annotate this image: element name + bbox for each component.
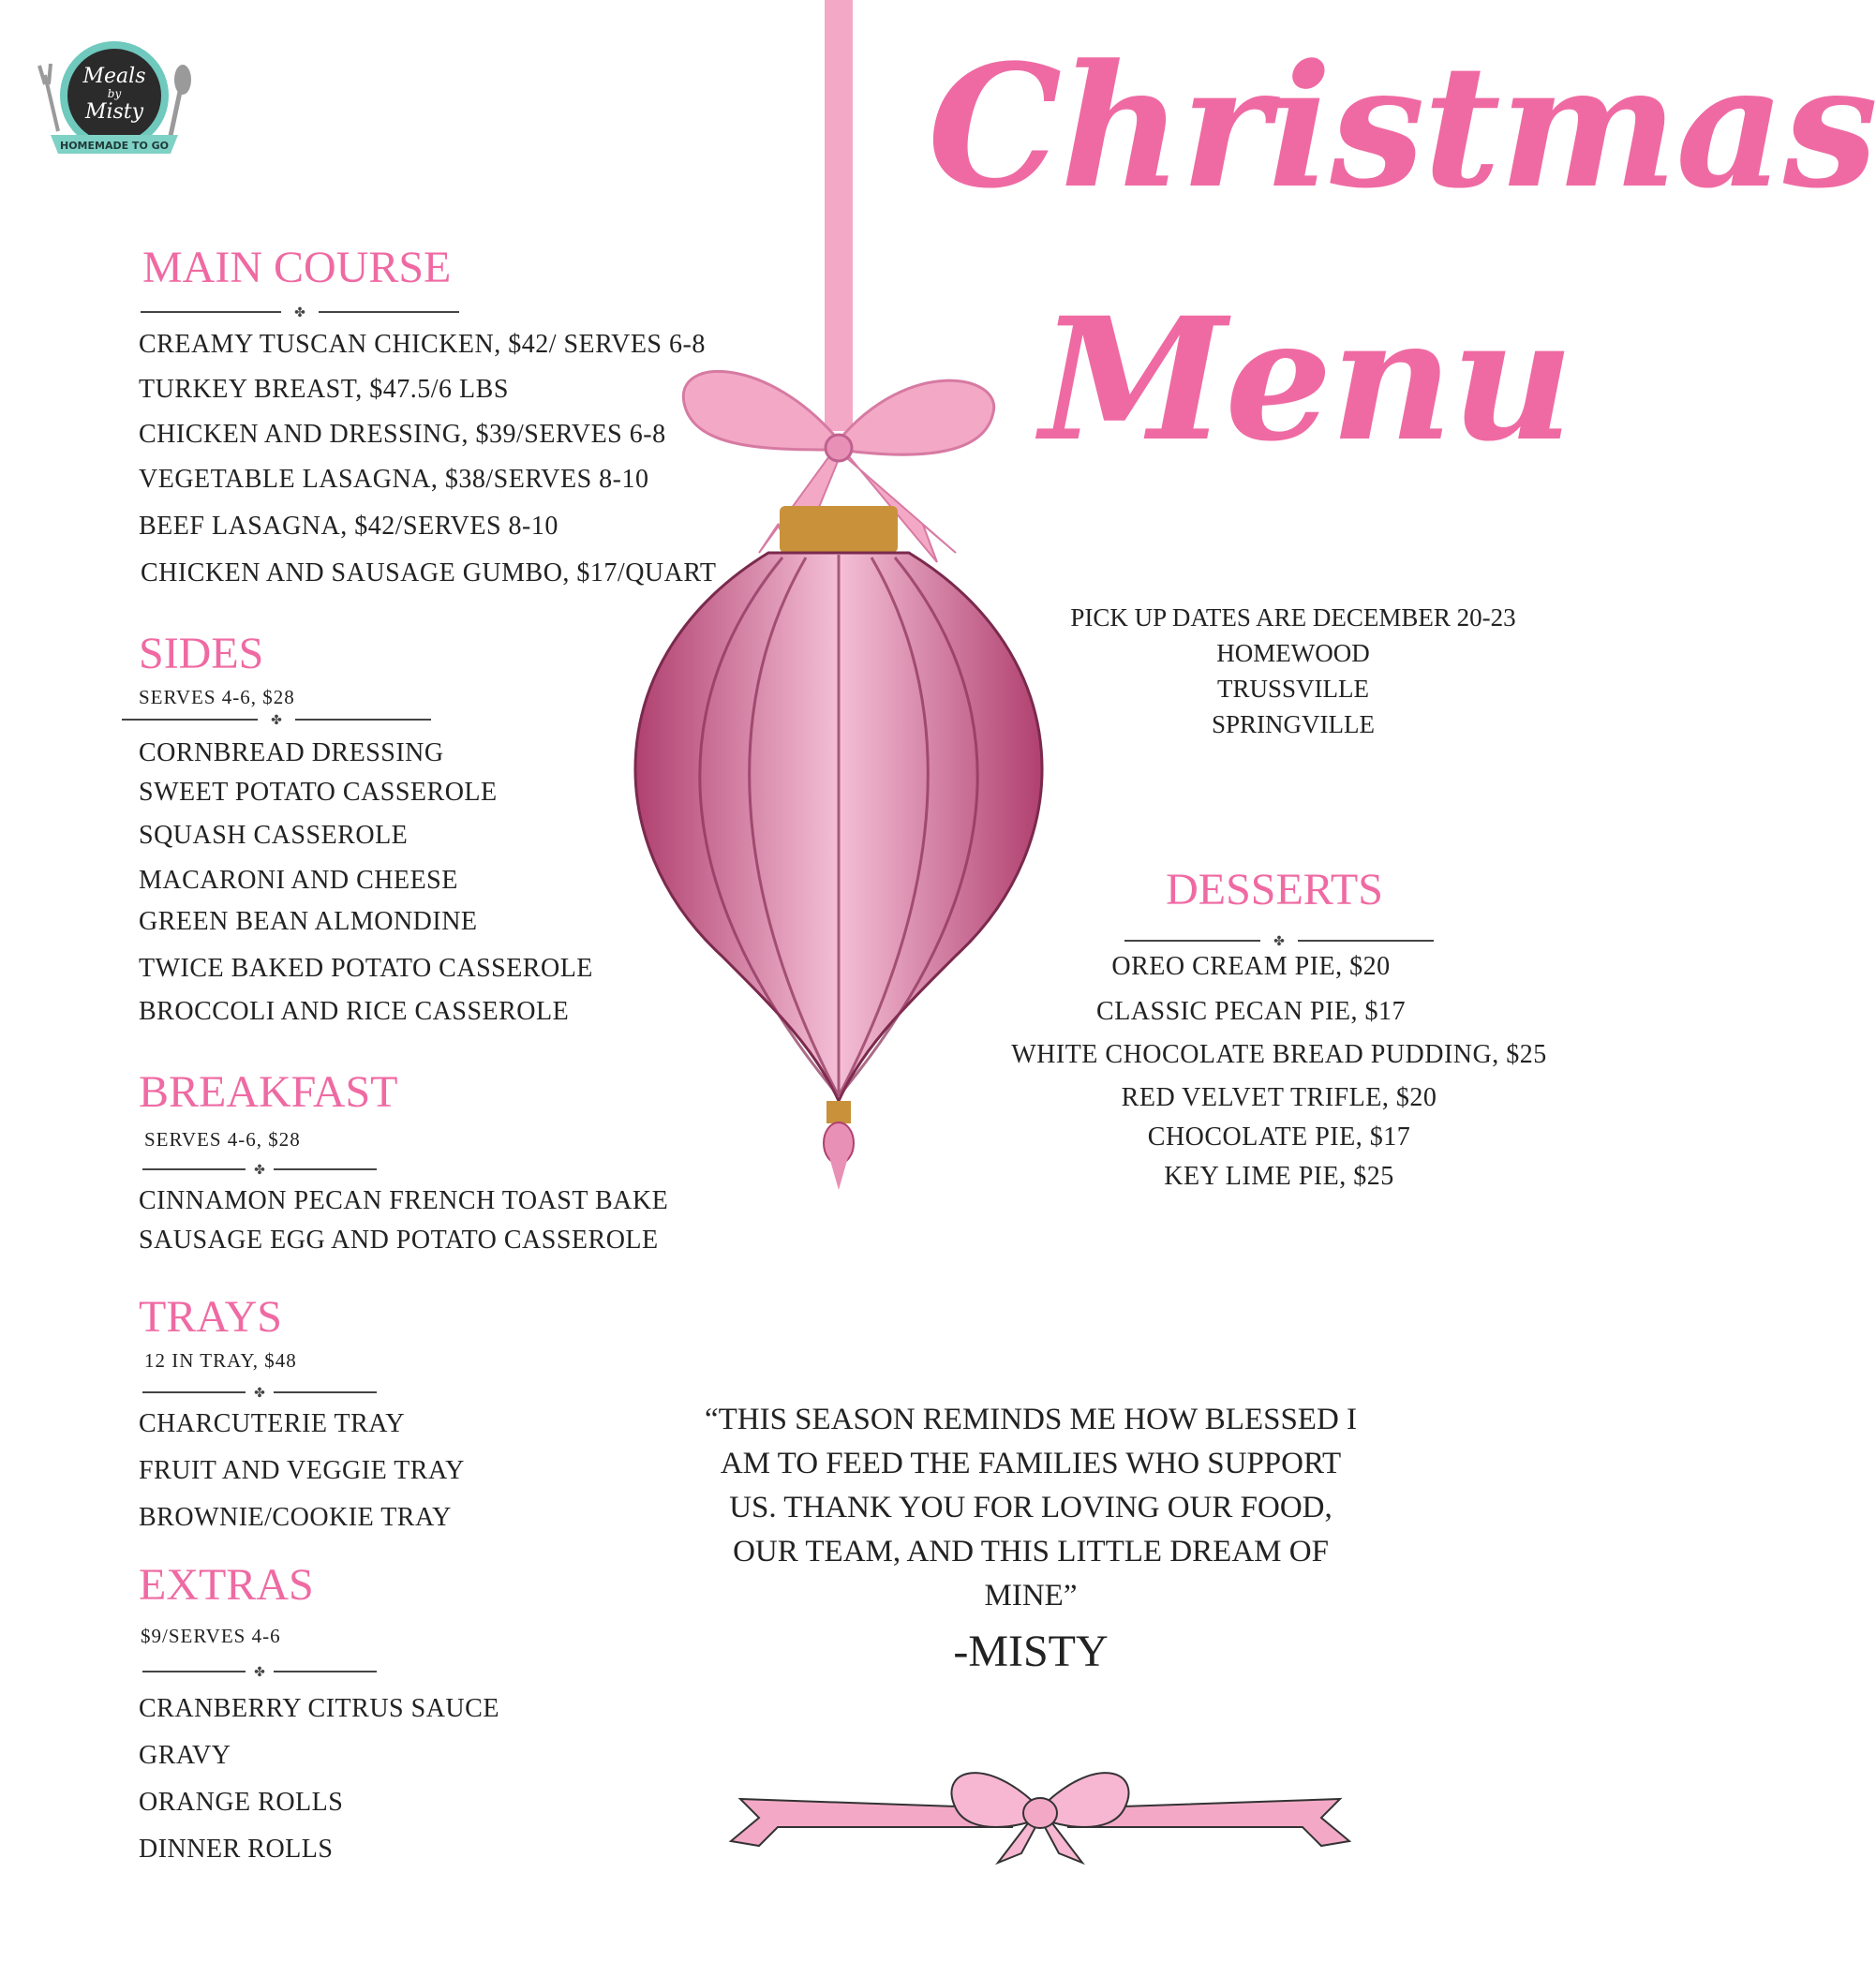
breakfast-note: SERVES 4-6, $28	[144, 1128, 301, 1151]
section-divider	[1124, 933, 1434, 948]
pickup-dates: PICK UP DATES ARE DECEMBER 20-23	[1070, 603, 1516, 632]
menu-item: CREAMY TUSCAN CHICKEN, $42/ SERVES 6-8	[139, 330, 706, 359]
menu-item: CORNBREAD DRESSING	[139, 738, 444, 767]
quote-line: US. THANK YOU FOR LOVING OUR FOOD,	[729, 1491, 1333, 1524]
svg-text:✤: ✤	[254, 1387, 265, 1401]
extras-note: $9/SERVES 4-6	[141, 1625, 281, 1647]
section-divider	[142, 1162, 377, 1177]
svg-text:✤: ✤	[254, 1164, 265, 1178]
menu-item: CRANBERRY CITRUS SAUCE	[139, 1694, 499, 1723]
owner-quote	[647, 1398, 1415, 1618]
menu-item: BROWNIE/COOKIE TRAY	[139, 1503, 452, 1532]
dessert-item: KEY LIME PIE, $25	[1164, 1162, 1394, 1191]
trays-note: 12 IN TRAY, $48	[144, 1349, 297, 1372]
breakfast-heading: BREAKFAST	[139, 1067, 398, 1117]
section-divider	[141, 305, 459, 320]
section-divider	[142, 1385, 377, 1400]
pickup-location: TRUSSVILLE	[1217, 675, 1369, 703]
menu-item: GREEN BEAN ALMONDINE	[139, 907, 478, 936]
menu-item: CHICKEN AND DRESSING, $39/SERVES 6-8	[139, 420, 666, 449]
dessert-item: OREO CREAM PIE, $20	[1111, 952, 1391, 981]
menu-item: TWICE BAKED POTATO CASSEROLE	[139, 954, 593, 983]
svg-text:HOMEMADE TO GO: HOMEMADE TO GO	[59, 140, 170, 152]
dessert-item: CHOCOLATE PIE, $17	[1147, 1122, 1411, 1152]
menu-item: BROCCOLI AND RICE CASSEROLE	[139, 997, 570, 1026]
dessert-item: RED VELVET TRIFLE, $20	[1121, 1083, 1437, 1112]
quote-line: “THIS SEASON REMINDS ME HOW BLESSED I	[704, 1403, 1358, 1436]
section-divider	[142, 1664, 377, 1679]
menu-item: SAUSAGE EGG AND POTATO CASSEROLE	[139, 1226, 659, 1255]
title-christmas: Christmas	[928, 28, 1876, 226]
menu-item: SQUASH CASSEROLE	[139, 821, 409, 850]
svg-text:✤: ✤	[1273, 935, 1285, 949]
menu-item: MACARONI AND CHEESE	[139, 866, 458, 895]
spoon-icon	[174, 65, 191, 95]
title-menu: Menu	[1040, 281, 1572, 479]
dessert-item: WHITE CHOCOLATE BREAD PUDDING, $25	[1011, 1040, 1547, 1069]
menu-item: FRUIT AND VEGGIE TRAY	[139, 1456, 465, 1485]
meals-by-misty-logo	[30, 37, 199, 169]
menu-item: BEEF LASAGNA, $42/SERVES 8-10	[139, 512, 558, 541]
extras-heading: EXTRAS	[139, 1560, 314, 1610]
section-divider	[122, 712, 431, 727]
dessert-item: CLASSIC PECAN PIE, $17	[1096, 997, 1406, 1026]
svg-text:Misty: Misty	[84, 100, 144, 124]
svg-text:✤: ✤	[294, 306, 305, 320]
menu-item: GRAVY	[139, 1741, 231, 1770]
quote-line: AM TO FEED THE FAMILIES WHO SUPPORT	[720, 1447, 1342, 1480]
menu-item: CINNAMON PECAN FRENCH TOAST BAKE	[139, 1186, 669, 1215]
sides-heading: SIDES	[139, 629, 264, 678]
menu-item: DINNER ROLLS	[139, 1835, 334, 1864]
fork-icon	[39, 64, 58, 131]
desserts-heading: DESSERTS	[1166, 865, 1383, 914]
svg-text:✤: ✤	[254, 1666, 265, 1680]
menu-item: CHARCUTERIE TRAY	[139, 1409, 406, 1438]
svg-text:✤: ✤	[271, 714, 282, 728]
quote-line: OUR TEAM, AND THIS LITTLE DREAM OF	[733, 1535, 1329, 1568]
trays-heading: TRAYS	[139, 1292, 282, 1342]
main-course-heading: MAIN COURSE	[142, 243, 452, 292]
quote-line: MINE”	[984, 1579, 1078, 1613]
quote-signature: -MISTY	[953, 1627, 1109, 1676]
ribbon-bow-icon	[722, 1752, 1359, 1865]
menu-item: CHICKEN AND SAUSAGE GUMBO, $17/QUART	[141, 558, 717, 587]
sides-note: SERVES 4-6, $28	[139, 686, 295, 708]
svg-text:by: by	[107, 87, 122, 100]
svg-text:Meals: Meals	[82, 65, 146, 88]
menu-item: TURKEY BREAST, $47.5/6 LBS	[139, 375, 509, 404]
menu-item: SWEET POTATO CASSEROLE	[139, 778, 498, 807]
menu-item: ORANGE ROLLS	[139, 1788, 344, 1817]
menu-item: VEGETABLE LASAGNA, $38/SERVES 8-10	[139, 465, 649, 494]
pickup-info	[965, 600, 1621, 742]
pickup-location: SPRINGVILLE	[1212, 710, 1375, 738]
pickup-location: HOMEWOOD	[1216, 639, 1370, 667]
